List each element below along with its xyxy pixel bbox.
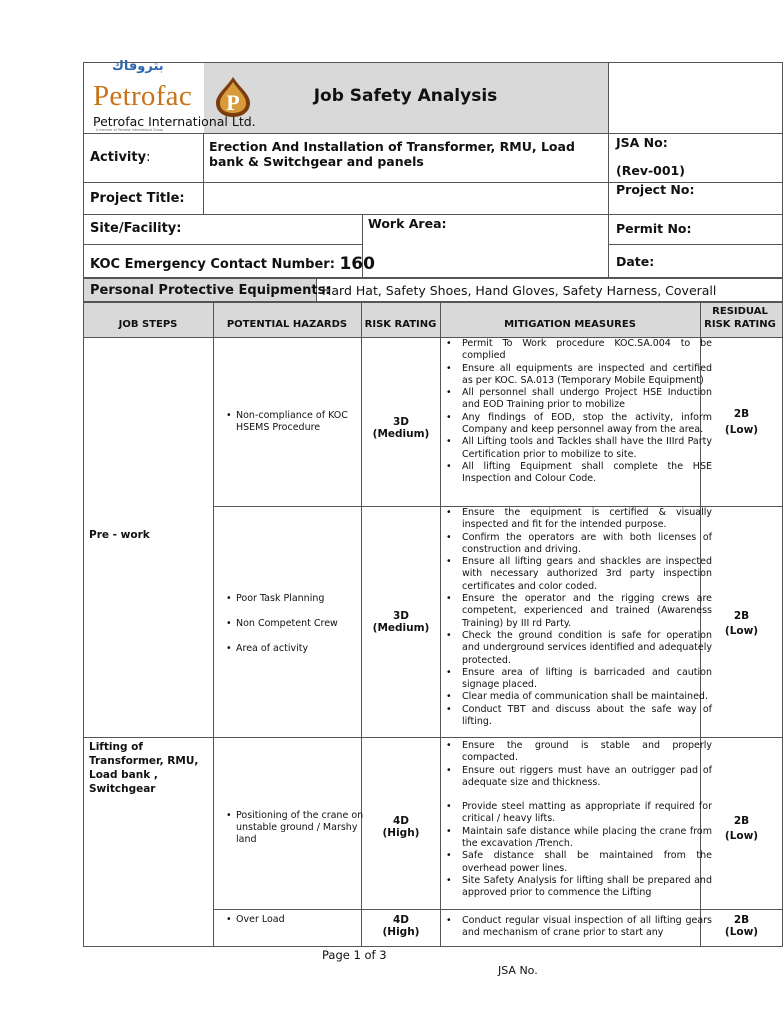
row1-residual-rating: 2B (Low) <box>724 408 759 436</box>
row2-risk-rating: 3D (Medium) <box>372 610 430 634</box>
logo-subtitle: Petrofac International Ltd. <box>93 114 256 129</box>
header-risk-rating: RISK RATING <box>364 319 437 330</box>
mitigation-item: • All Lifting tools and Tackles shall have the IIIrd Party Certification prior to mobilize to site. <box>462 436 712 461</box>
header-residual: RESIDUAL <box>712 306 768 317</box>
date-label: Date: <box>616 254 655 269</box>
mitigation-item: • Safe distance shall be maintained from the overhead power lines. <box>462 850 712 875</box>
ppe-value: Hard Hat, Safety Shoes, Hand Gloves, Safety Harness, Coverall <box>322 283 717 298</box>
header-residual-risk-rating: RISK RATING <box>704 319 776 330</box>
header-mitigation: MITIGATION MEASURES <box>504 319 636 330</box>
row3-residual-rating: 2B (Low) <box>724 815 759 842</box>
activity-value: Erection And Installation of Transformer, RMU, Load bank & Switchgear and panels <box>209 139 575 169</box>
header-job-steps: JOB STEPS <box>118 319 178 330</box>
header-divider <box>608 62 609 134</box>
hazard-item: • Positioning of the crane on unstable ground / Marshy land <box>236 810 372 846</box>
koc-emergency-number: 160 <box>339 254 375 274</box>
project-no-label: Project No: <box>616 182 695 197</box>
project-title-label: Project Title: <box>90 191 185 206</box>
row1-hazards-list <box>222 410 372 434</box>
ppe-label: Personal Protective Equipments: <box>90 283 331 298</box>
hazard-item: • Poor Task Planning <box>236 586 372 611</box>
footer-jsa-no: JSA No. <box>498 964 538 977</box>
mitigation-item: • Ensure all lifting gears and shackles are inspected with necessary authorized 3rd party inspection certificates and color coded. <box>462 556 712 593</box>
row1-mitigation-list <box>444 338 712 486</box>
mitigation-item: • Clear media of communication shall be maintained. <box>462 691 712 703</box>
mitigation-item: • Maintain safe distance while placing the crane from the excavation /Trench. <box>462 826 712 851</box>
work-area-label: Work Area: <box>368 216 447 231</box>
svg-text:P: P <box>226 90 240 115</box>
mitigation-item: • Ensure out riggers must have an outrigger pad of adequate size and thickness. <box>462 765 712 790</box>
row2-mitigation-list <box>444 507 712 728</box>
page-number: Page 1 of 3 <box>322 948 387 962</box>
mitigation-item: • Permit To Work procedure KOC.SA.004 to be complied <box>462 338 712 363</box>
job-step-prework: Pre - work <box>89 529 150 541</box>
mitigation-item: • Ensure the equipment is certified & visually inspected and fit for the intended purpose. <box>462 507 712 532</box>
mitigation-item: • Confirm the operators are with both licenses of construction and driving. <box>462 532 712 557</box>
mitigation-item: • Site Safety Analysis for lifting shall be prepared and approved prior to commence the Lifting <box>462 875 712 900</box>
mitigation-item: • All personnel shall undergo Project HSE Induction and EOD Training prior to mobilize <box>462 387 712 412</box>
hazard-item: • Over Load <box>236 914 372 926</box>
header-potential-hazards: POTENTIAL HAZARDS <box>226 319 348 330</box>
row2-residual-rating: 2B (Low) <box>724 610 759 637</box>
row2-hazards-list <box>222 586 372 661</box>
job-step-lifting: Lifting of Transformer, RMU, Load bank , Switchgear <box>89 741 199 795</box>
row3-mitigation-list <box>444 740 712 900</box>
row3-hazards-list <box>222 810 372 846</box>
row1-risk-rating: 3D (Medium) <box>372 416 430 440</box>
logo-brand: Petrofac <box>93 80 193 112</box>
mitigation-item: • Ensure all equipments are inspected and certified as per KOC. SA.013 (Temporary Mobile Equipment) <box>462 363 712 388</box>
hazard-item: • Non-compliance of KOC HSEMS Procedure <box>236 410 372 434</box>
site-facility-label: Site/Facility: <box>90 221 182 236</box>
mitigation-item: • All lifting Equipment shall complete the HSE Inspection and Colour Code. <box>462 461 712 486</box>
activity-label: Activity: <box>90 150 151 165</box>
jsa-revision: (Rev-001) <box>616 163 685 178</box>
mitigation-item: • Conduct regular visual inspection of all lifting gears and mechanism of crane prior to start any <box>462 915 712 940</box>
mitigation-item: • Ensure the ground is stable and properly compacted. <box>462 740 712 765</box>
row4-hazards-list <box>222 914 372 926</box>
hazard-item: • Area of activity <box>236 636 372 661</box>
logo-arabic-text: بتروفاك <box>112 59 164 74</box>
page-title: Job Safety Analysis <box>313 86 498 106</box>
permit-no-label: Permit No: <box>616 221 692 236</box>
mitigation-item: • Any findings of EOD, stop the activity, inform Company and keep personnel away from the area. <box>462 412 712 437</box>
row4-mitigation-list <box>444 915 712 940</box>
project-title-value-cell <box>203 182 609 215</box>
mitigation-item: • Conduct TBT and discuss about the safe way of lifting. <box>462 704 712 729</box>
koc-emergency-contact: KOC Emergency Contact Number: 160 <box>90 254 375 274</box>
row4-residual-rating: 2B (Low) <box>724 914 759 938</box>
row4-risk-rating: 4D (High) <box>382 914 420 938</box>
hazard-item: • Non Competent Crew <box>236 611 372 636</box>
mitigation-item: • Check the ground condition is safe for operation and underground services identified and adequately protected. <box>462 630 712 667</box>
mitigation-item: • Provide steel matting as appropriate if required for critical / heavy lifts. <box>462 801 712 826</box>
logo-tagline: A member of Petrofac International Group <box>96 128 163 132</box>
mitigation-item: • Ensure the operator and the rigging crews are competent, experienced and trained (Awareness Training) by III rd Party. <box>462 593 712 630</box>
row3-risk-rating: 4D (High) <box>382 815 420 839</box>
jsa-no-label: JSA No: <box>616 135 668 150</box>
mitigation-item: • Ensure area of lifting is barricaded and caution signage placed. <box>462 667 712 692</box>
